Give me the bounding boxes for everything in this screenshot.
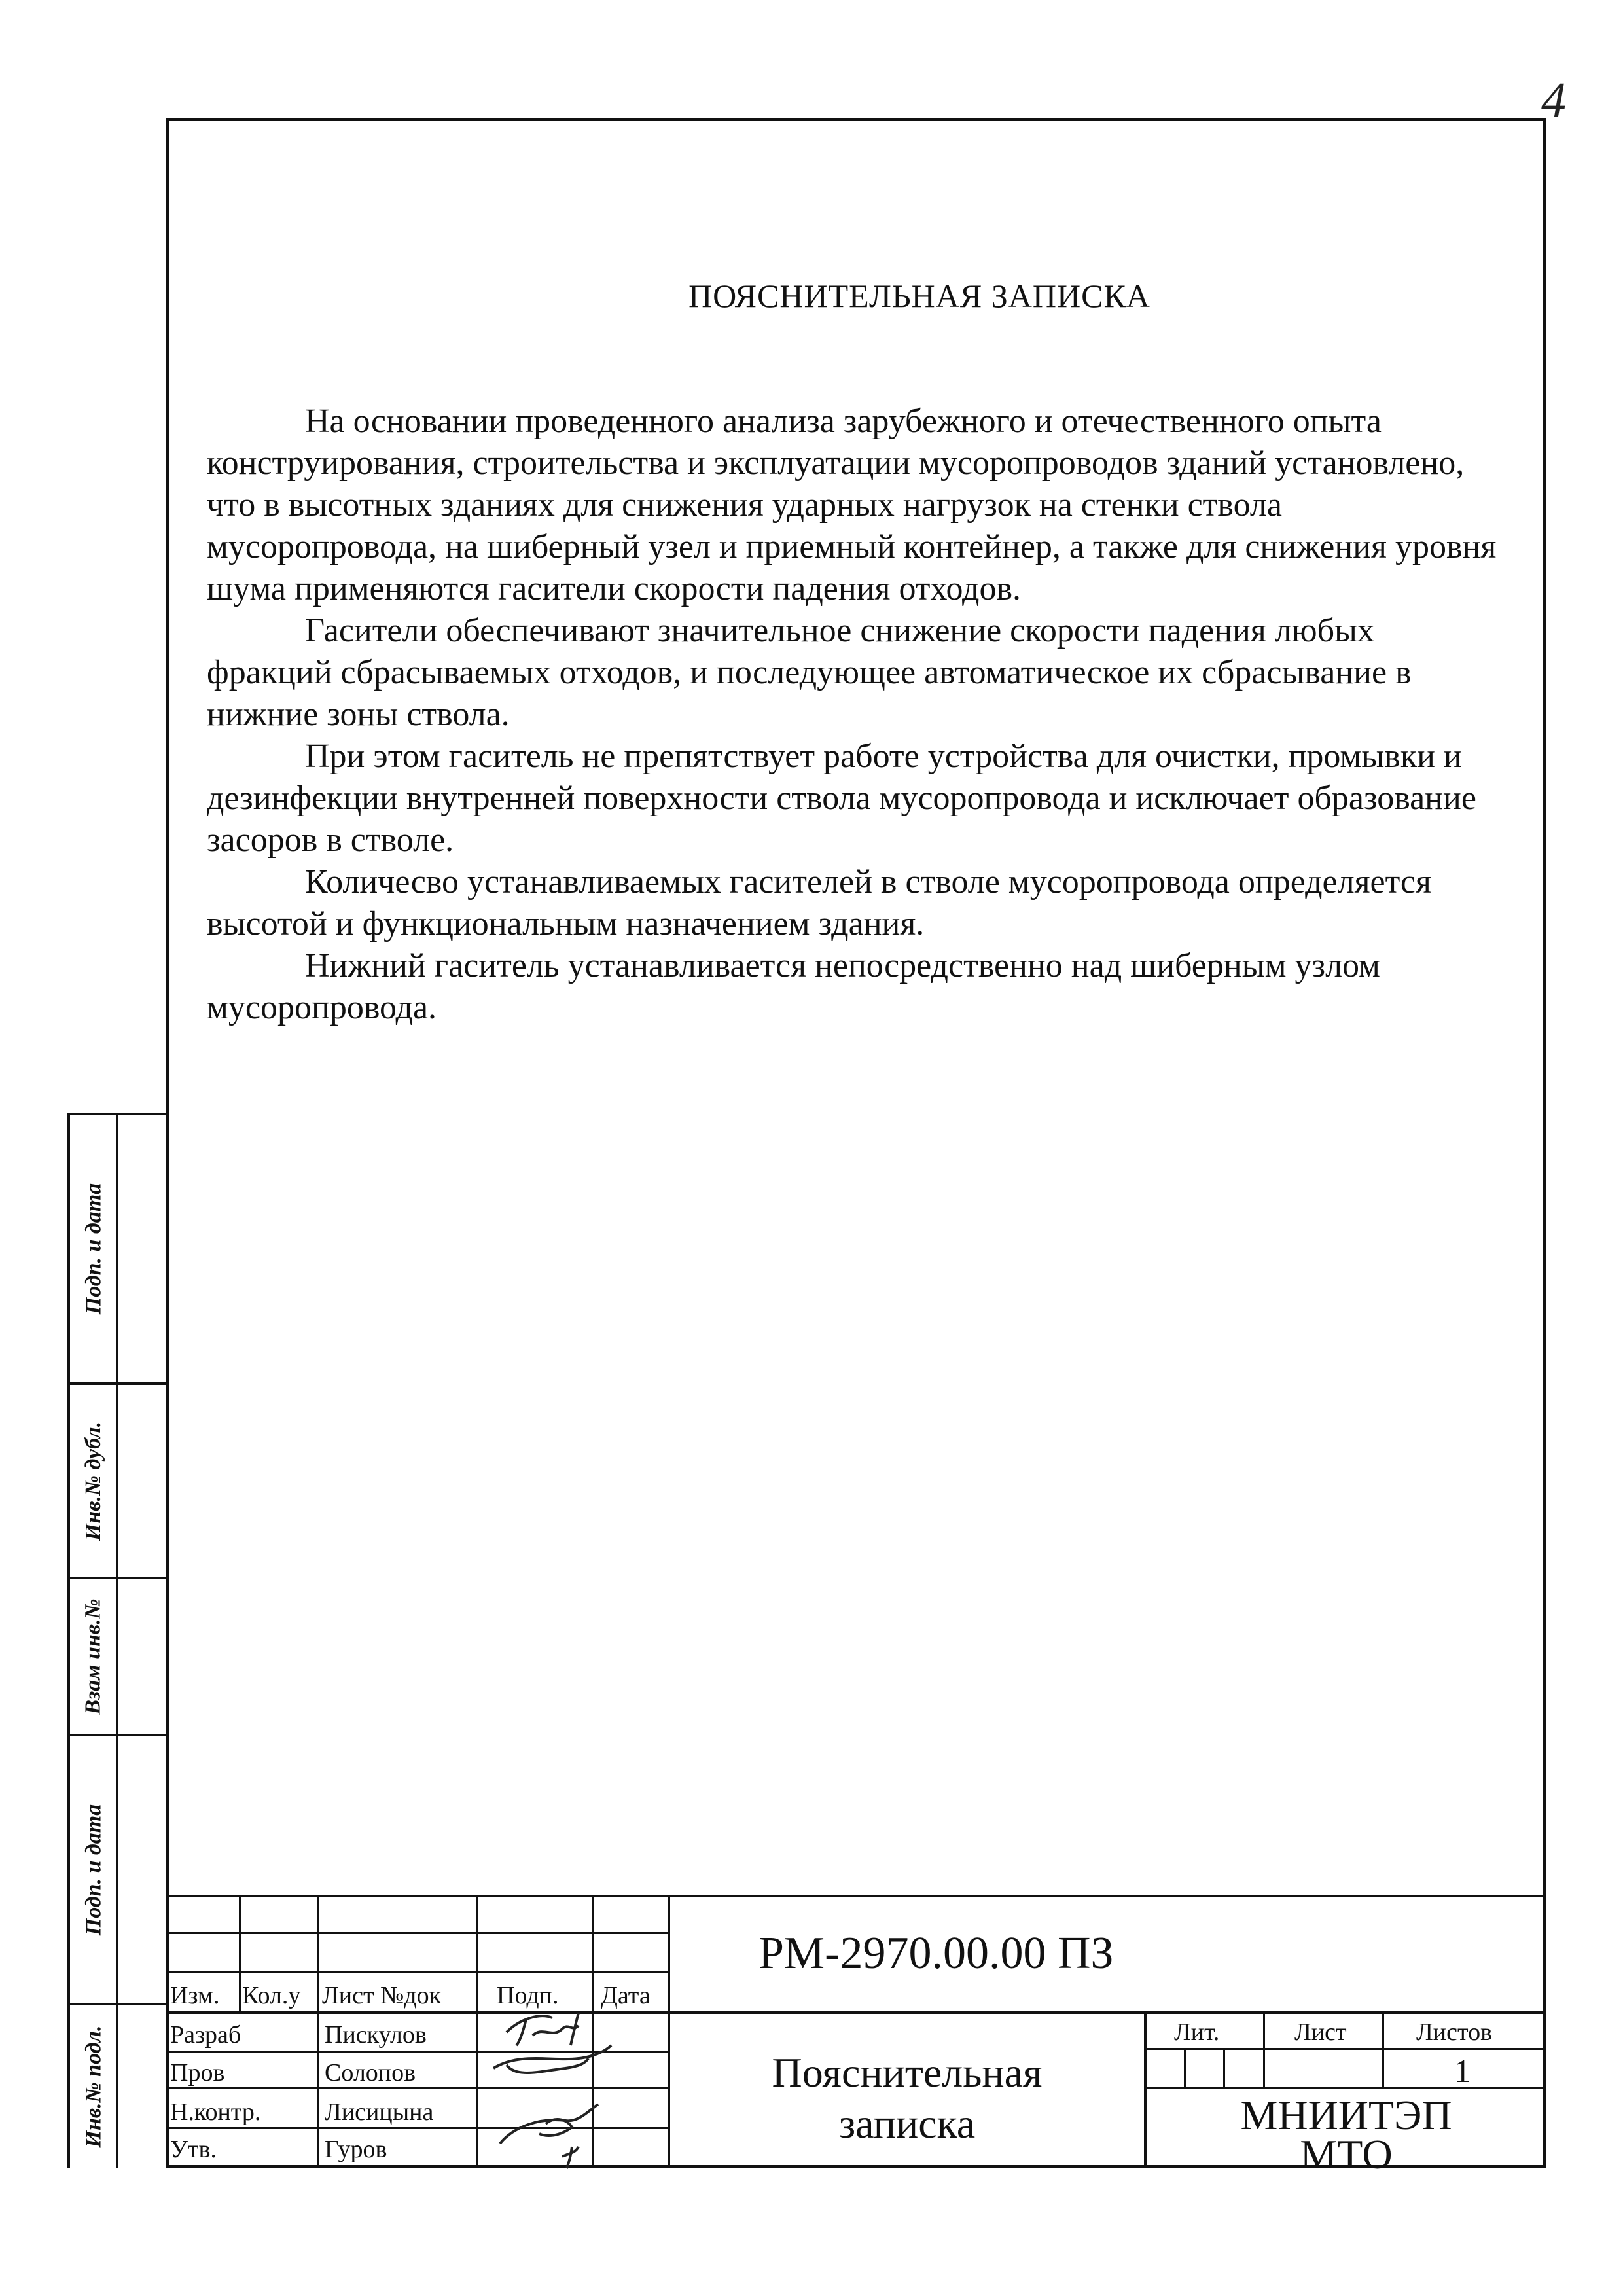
side-label: Подп. и дата: [81, 1183, 105, 1315]
name-developer: Пискулов: [325, 2021, 427, 2049]
side-cell: [70, 1734, 169, 2003]
document-body: [207, 401, 1503, 1029]
side-cell: [70, 2003, 169, 2168]
side-label: Подп. и дата: [81, 1804, 105, 1935]
col-izm: Изм.: [170, 1982, 220, 2009]
title-block: [166, 1895, 1546, 2178]
name-norm-control: Лисицына: [325, 2098, 434, 2126]
side-label: Взам инв.№: [81, 1598, 106, 1715]
document-designation: РМ-2970.00.00 ПЗ: [758, 1928, 1114, 1979]
role-norm-control: Н.контр.: [170, 2098, 261, 2126]
paragraph: Нижний гаситель устанавливается непосредственно над шиберным узлом мусоропровода.: [207, 947, 1380, 1026]
paragraph: При этом гаситель не препятствует работе устройства для очистки, промывки и дезинфекции внутренней поверхности ствола мусоропровода и исключает образование засоров в стволе.: [207, 738, 1476, 859]
col-list-doc: Лист №док: [322, 1982, 442, 2009]
side-stamp: [67, 1113, 167, 2168]
paragraph: Гасители обеспечивают значительное снижение скорости падения любых фракций сбрасываемых отходов, и последующее автоматическое их сбрасывание в нижние зоны ствола.: [207, 612, 1412, 733]
role-developer: Разраб: [170, 2021, 241, 2049]
sheet-label: Лист: [1294, 2018, 1347, 2046]
sheets-label: Листов: [1416, 2018, 1493, 2046]
organization-line2: МТО: [1300, 2131, 1393, 2178]
paragraph: На основании проведенного анализа зарубежного и отечественного опыта конструирования, строительства и эксплуатации мусоропроводов зданий установлено, что в высотных зданиях для снижения ударных нагрузок на стенки ствола мусоропровода, на шиберный узел и приемный контейнер, а также для снижения уровня шума применяются гасители скорости падения отходов.: [207, 403, 1497, 607]
side-cell: [70, 1113, 169, 1382]
page-number: 4: [1541, 73, 1566, 128]
side-cell: [70, 1382, 169, 1577]
side-label: Инв.№ дубл.: [81, 1421, 106, 1541]
col-data: Дата: [601, 1982, 651, 2009]
document-name-line2: записка: [838, 2100, 976, 2147]
role-approver: Утв.: [170, 2136, 217, 2163]
organization-line1: МНИИТЭП: [1240, 2092, 1452, 2138]
document-name-line1: Пояснительная: [772, 2049, 1043, 2096]
col-kol: Кол.у: [242, 1982, 301, 2009]
paragraph: Количесво устанавливаемых гасителей в стволе мусоропровода определяется высотой и функциональным назначением здания.: [207, 863, 1431, 942]
document-heading: ПОЯСНИТЕЛЬНАЯ ЗАПИСКА: [688, 278, 1150, 314]
col-podp: Подп.: [497, 1982, 559, 2009]
lit-label: Лит.: [1174, 2018, 1220, 2046]
name-checker: Солопов: [325, 2059, 416, 2087]
sheets-value: 1: [1454, 2053, 1471, 2089]
role-checker: Пров: [170, 2059, 225, 2087]
name-approver: Гуров: [325, 2136, 387, 2163]
signatures: [480, 2006, 637, 2170]
side-cell: [70, 1577, 169, 1734]
side-label: Инв.№ подл.: [81, 2025, 105, 2148]
